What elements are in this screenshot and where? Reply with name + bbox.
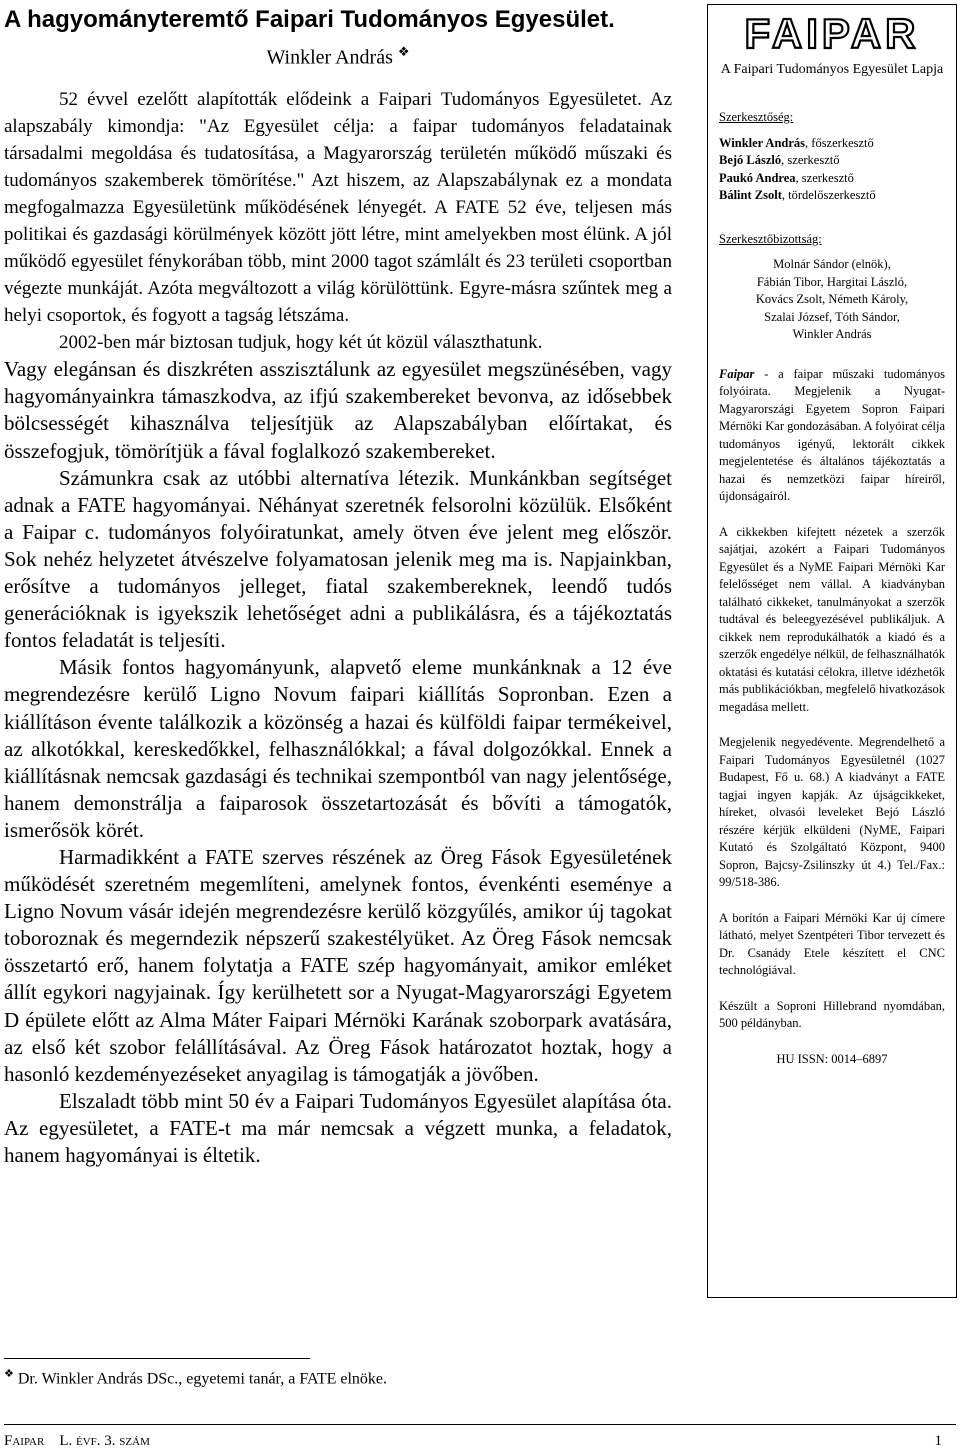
board-member: Molnár Sándor (elnök),: [773, 257, 891, 271]
sidebar-box: [707, 4, 957, 1298]
paragraph: Másik fontos hagyományunk, alapvető eleme munkánknak a 12 éve megrendezésre kerülő Ligno Novum faipari kiállítás Sopronban. Ezen a kiállításon évente találkozik a közönség a hazai és külföldi faipar termékeivel, az alkotókkal, kereskedőkkel, felhasználókkal; a fával dolgozókkal. Ennek a kiállításnak nemcsak gazdasági és technikai szempontból van nagy jelentősége, hanem demonstrálja a faiparosok összetartozását és bővíti a támogatók, ismerősök körét.: [4, 655, 672, 842]
editor-entry: Paukó Andrea, szerkesztő: [719, 170, 854, 185]
editorial-heading: Szerkesztőség:: [719, 110, 794, 124]
article: [4, 2, 672, 1169]
paragraph: Harmadikként a FATE szerves részének az Öreg Fások Egyesületének működését szeretném megemlíteni, amelynek fontos, évenkénti eseménye a Ligno Novum vásár idején megrendezésre kerülő közgyűlés, amikor új tagokat toboroznak és megerndezik népszerű szakestélyüket. Az Öreg Fások nemcsak összetartó erő, hanem folytatja a FATE szép hagyományait, amikor emléket állít egykori nagyjainak. Így kerülhetett sor a Nyugat-Magyarországi Egyetem D épülete előtt az Alma Máter Faipari Mérnöki Karának szoborpark avatására, az első két szobor felállításával. Az Öreg Fások határozatot hoztak, hogy a hasonló kezdeményezéseket anyagilag is támogatják a jövőben.: [4, 844, 672, 1086]
faipar-logo: [719, 11, 945, 55]
footnote-divider: [4, 1358, 310, 1359]
journal-description: Faipar - a faipar műszaki tudományos folyóirata. Megjelenik a Nyugat-Magyarországi Egyetem Sopron Faipari Mérnöki Kar gondozásában. A folyóirat célja tudományos igényű, lektorált cikkek megjelentetése és általános tájékoztatás a hazai és nemzetközi faipar híreiről, újdonságairól.: [719, 366, 945, 503]
cover-info: A borítón a Faipari Mérnöki Kar új címere látható, melyet Szentpéteri Tibor tervezett és Dr. Csanády Etele készített el CNC technológiával.: [719, 910, 945, 977]
board-member: Szalai József, Tóth Sándor,: [764, 309, 900, 324]
board-member: Winkler András: [792, 327, 872, 341]
editor-entry: Winkler András, főszerkesztő: [719, 135, 874, 150]
footer-issue: Faipar L. évf. 3. szám: [4, 1433, 150, 1449]
board-member: Fábián Tibor, Hargitai László,: [756, 274, 908, 289]
publication-info: Megjelenik negyedévente. Megrendelhető a Faipari Tudományos Egyesületnél (1027 Budapest, Fő u. 68.) A kiadványt a FATE tagjai ingyen kapják. Az újságcikkeket, híreket, olvasói leveleket Bejó László részére kérjük elküldeni (NyME, Faipari Kutató és Szolgáltató Központ, 9400 Sopron, Bajcsy-Zsilinszky út 4.) Tel./Fax.: 99/518-386.: [719, 735, 945, 889]
footnote: [4, 1364, 387, 1389]
board-member: Kovács Zsolt, Németh Károly,: [755, 292, 909, 306]
editor-entry: Bejó László, szerkesztő: [719, 153, 840, 167]
paragraph: 2002-ben már biztosan tudjuk, hogy két út közül választhatunk.: [59, 331, 543, 353]
article-title: A hagyományteremtő Faipari Tudományos Egyesület.: [4, 6, 615, 33]
issn: HU ISSN: 0014–6897: [776, 1051, 888, 1066]
logo-text: FAIPAR: [744, 11, 920, 55]
journal-subtitle: A Faipari Tudományos Egyesület Lapja: [720, 62, 944, 77]
footnote-mark-icon: ❖: [4, 1368, 14, 1380]
disclaimer: A cikkekben kifejtett nézetek a szerzők sajátjai, azokért a Faipari Tudományos Egyesület és a NyME Faipari Mérnöki Kar felelősséget nem vállal. A kiadványban található cikkeket, tanulmányokat a szerzők tudtával és beleegyezésével publikáljuk. A cikkek nem reprodukálhatók a kiadó és a szerzők engedélye nélkül, de felhasználhatók oktatási és kutatási célokra, illetve idézhetők más publikációkban, megfelelő hivatkozások megadása mellett.: [719, 524, 945, 714]
footnote-text: Dr. Winkler András DSc., egyetemi tanár, a FATE elnöke.: [17, 1370, 388, 1388]
footer-divider: [4, 1424, 956, 1425]
paragraph: 52 évvel ezelőtt alapították elődeink a Faipari Tudományos Egyesületet. Az alapszabály kimondja: "Az Egyesület célja: a faipar tudományos feladatainak társadalmi megoldása és tudatosítása, a Magyarország területén működő műszaki és tudományos szakemberek tömörítése." Azt hiszem, az Alapszabálynak ez a mondata megfogalmazza Egyesületünk működésének lényegét. A FATE 52 éve, teljesen más politikai és gazdasági körülmények között jött létre, mint amelyekben most élünk. A jól működő egyesület fénykorában több, mint 2000 tagot számlált és 23 területi csoportban végezte munkáját. Azóta megváltozott a világ körülöttünk. Egyre-másra szűntek meg a helyi csoportok, és fogyott a tagság létszáma.: [4, 88, 672, 327]
board-heading: Szerkesztőbizottság:: [719, 231, 822, 246]
footnote-mark-icon: ❖: [397, 44, 410, 59]
page-number: 1: [934, 1433, 942, 1449]
article-body: [4, 86, 672, 1169]
printing-info: Készült a Soproni Hillebrand nyomdában, 500 példányban.: [719, 998, 945, 1030]
author-name: Winkler András: [266, 46, 393, 69]
article-author: [4, 38, 672, 72]
editor-entry: Bálint Zsolt, tördelőszerkesztő: [719, 188, 876, 202]
paragraph: Számunkra csak az utóbbi alternatíva létezik. Munkánkban segítséget adnak a FATE hagyományai. Néhányat szeretnék felsorolni közülük. Elsőként a Faipar c. tudományos folyóiratunkat, amely ötven éve jelent meg először. Sok nehéz helyzetet átvészelve folyamatosan jelenik meg ma is. Napjainkban, erősítve a tudományos jelleget, fiatal szakembereknek, leendő tudós generációknak is igyekszik lehetőséget adni a publikálásra, és a tájékoztatás fontos feladatát is teljesíti.: [4, 465, 672, 653]
paragraph: Elszaladt több mint 50 év a Faipari Tudományos Egyesület alapítása óta. Az egyesületet, a FATE-t ma már nemcsak a végzett munka, a feladatok, hanem hagyományai is éltetik.: [4, 1088, 672, 1168]
paragraph: Vagy elegánsan és diszkréten asszisztálunk az egyesület megszünésében, vagy hagyományainkra támaszkodva, az ifjú szakembereket bevonva, az idősebbek bölcsességét kihasználva teljesítjük az Alapszabályban előírtakat, és összefogjuk, tömörítjük a fával foglalkozó szakembereket.: [4, 357, 672, 463]
